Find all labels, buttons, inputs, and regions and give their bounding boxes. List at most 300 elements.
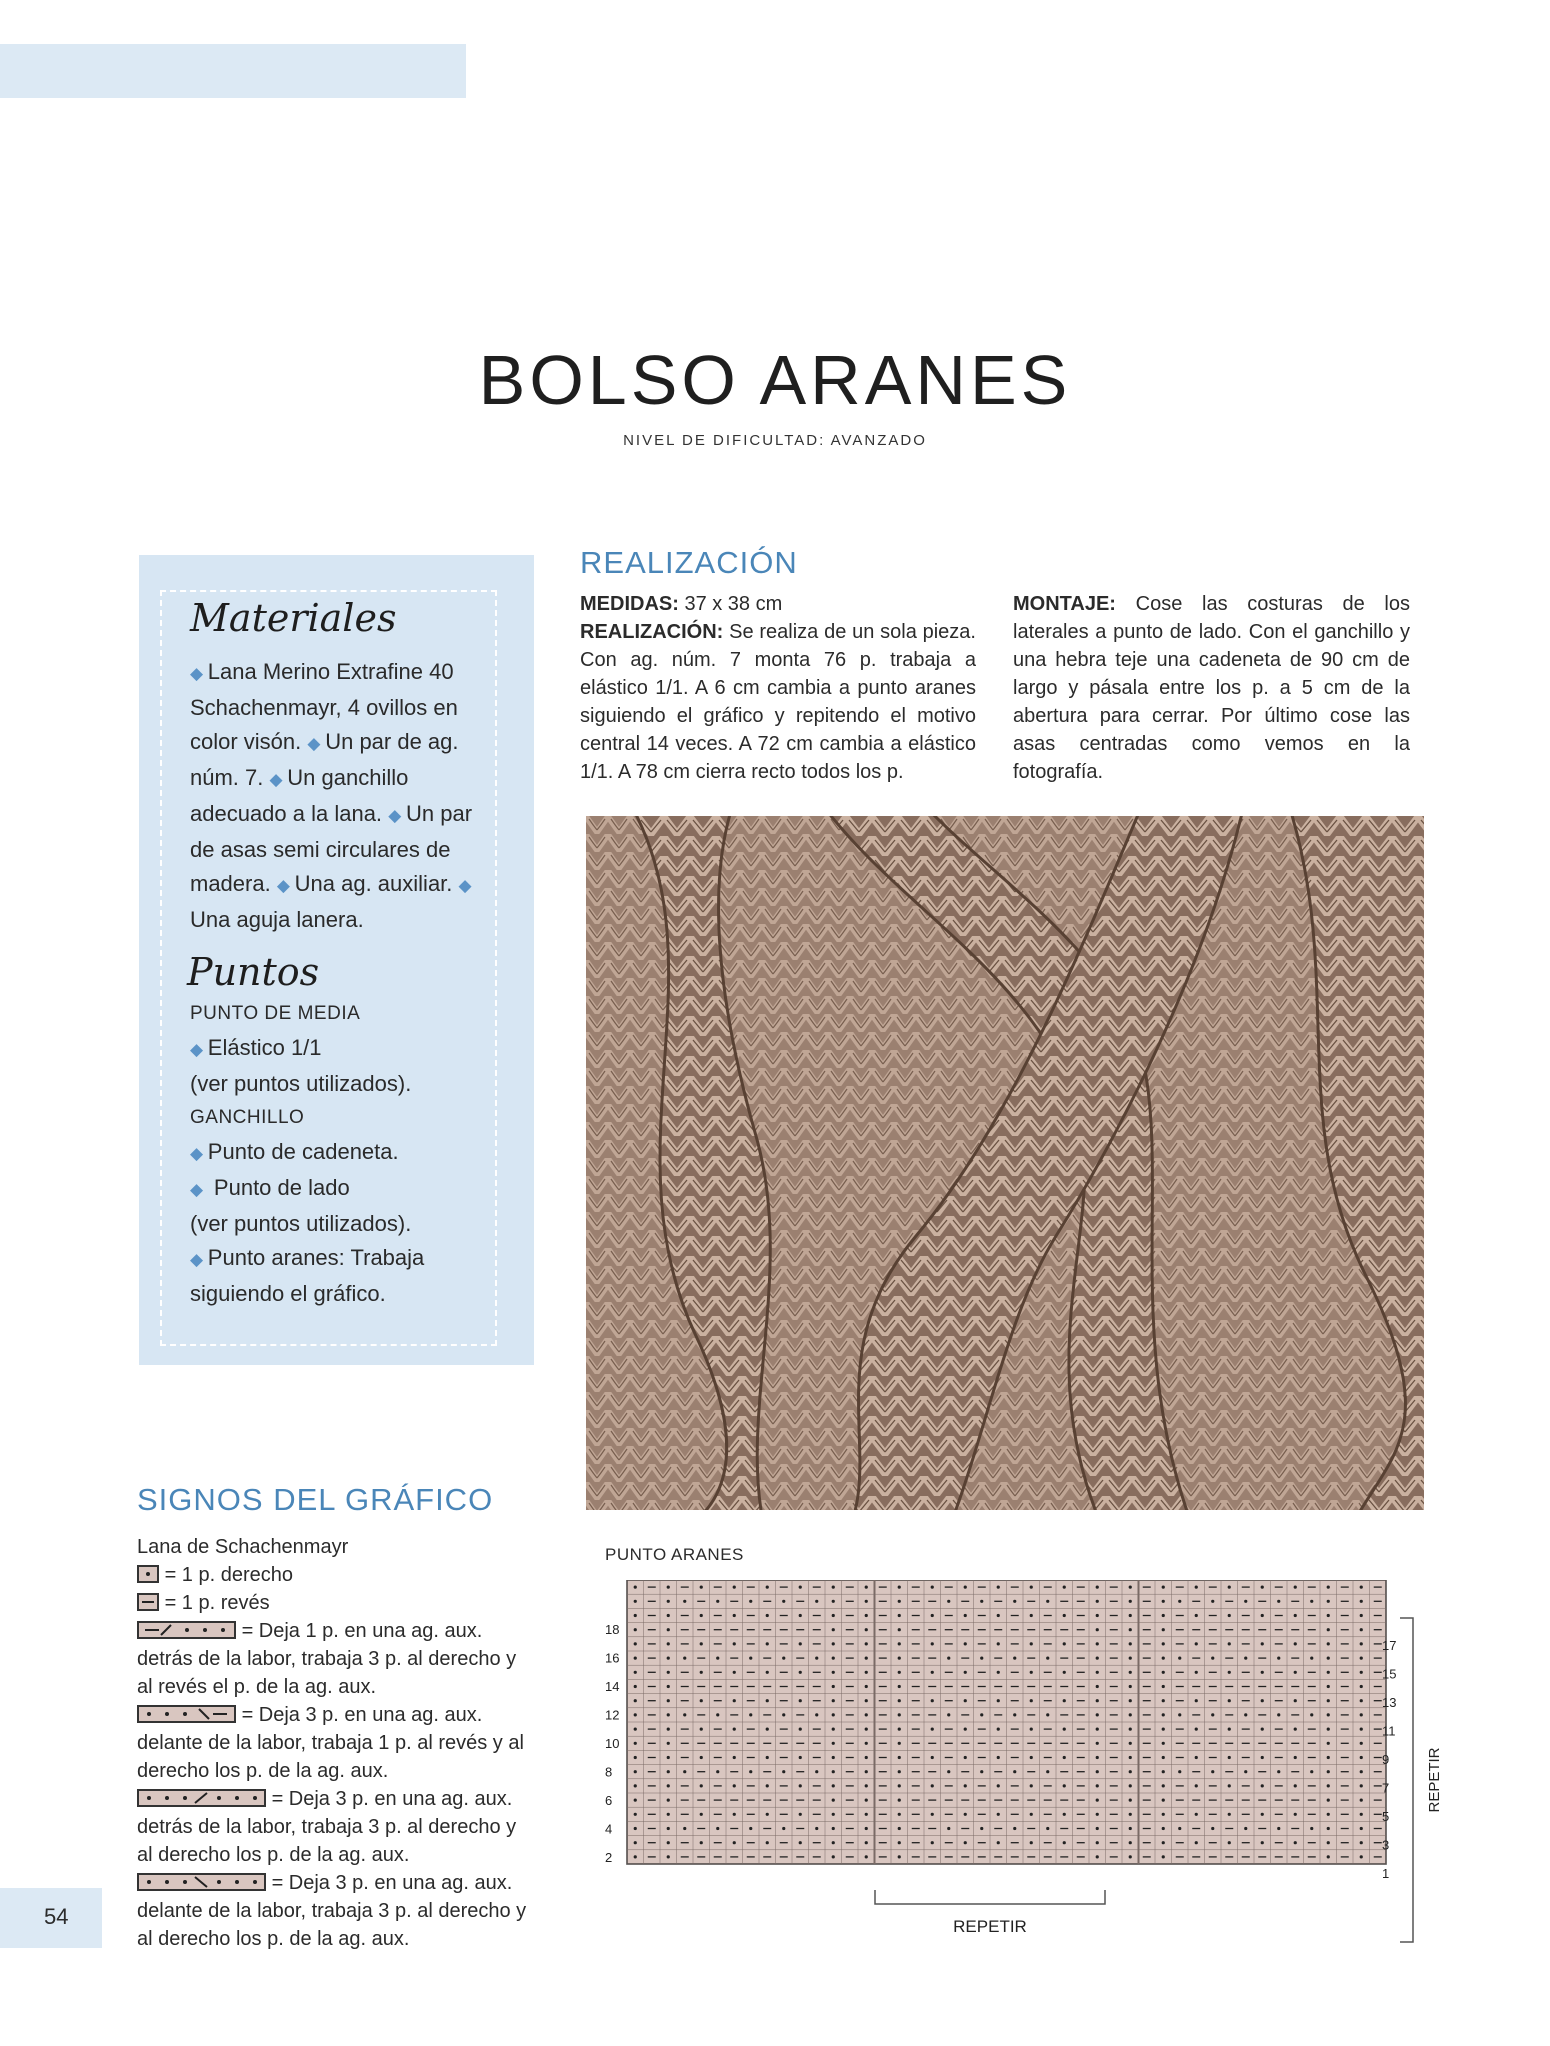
- knit-cell: [865, 1713, 868, 1716]
- knit-cell: [1063, 1728, 1066, 1731]
- knit-cell: [1310, 1657, 1313, 1660]
- knit-cell: [733, 1671, 736, 1674]
- knit-cell: [964, 1841, 967, 1844]
- knit-cell: [700, 1841, 703, 1844]
- knit-cell: [1195, 1756, 1198, 1759]
- knit-cell: [667, 1784, 670, 1787]
- knit-cell: [1228, 1813, 1231, 1816]
- knit-cell: [1294, 1586, 1297, 1589]
- knit-cell: [947, 1657, 950, 1660]
- knit-cell: [964, 1699, 967, 1702]
- knit-cell: [1046, 1600, 1049, 1603]
- knit-cell: [667, 1827, 670, 1830]
- knit-cell: [1327, 1586, 1330, 1589]
- knit-cell: [1030, 1642, 1033, 1645]
- knit-cell: [667, 1614, 670, 1617]
- knit-cell: [832, 1827, 835, 1830]
- knit-cell: [1327, 1855, 1330, 1858]
- knit-cell: [634, 1770, 637, 1773]
- knit-cell: [865, 1586, 868, 1589]
- knit-cell: [1261, 1813, 1264, 1816]
- knit-cell: [865, 1614, 868, 1617]
- knit-cell: [1013, 1827, 1016, 1830]
- knit-cell: [964, 1642, 967, 1645]
- knit-cell: [700, 1728, 703, 1731]
- legend-item: = Deja 1 p. en una ag. aux. detrás de la labor, trabaja 3 p. al derecho y al revés el p. de la ag. aux.: [137, 1620, 517, 1698]
- knit-cell: [898, 1671, 901, 1674]
- knit-cell: [898, 1699, 901, 1702]
- knit-cell: [832, 1642, 835, 1645]
- knit-cell: [1277, 1657, 1280, 1660]
- knit-cell: [1063, 1841, 1066, 1844]
- knit-cell: [1129, 1699, 1132, 1702]
- horizontal-repeat-bracket: [875, 1890, 1105, 1904]
- knit-cell: [634, 1799, 637, 1802]
- knit-cell: [667, 1685, 670, 1688]
- knit-cell: [1046, 1657, 1049, 1660]
- knit-cell: [749, 1657, 752, 1660]
- diamond-bullet-icon: ◆: [190, 1144, 208, 1163]
- list-item: ◆ Punto de cadeneta.: [190, 1139, 399, 1164]
- knit-cell: [799, 1586, 802, 1589]
- knit-cell: [980, 1827, 983, 1830]
- knit-stitch-icon: [137, 1565, 159, 1583]
- list-item: ◆ Lana Merino Extrafine 40 Schachenmayr, 4 ovillos en color visón. ◆ Un par de ag. núm. 7. ◆ Un ganchillo adecuado a la lana. ◆ Un par de asas semi circulares de madera. ◆ Una ag. auxiliar. ◆ Una aguja lanera.: [190, 659, 473, 932]
- row-number: 17: [1382, 1638, 1397, 1653]
- knit-cell: [1162, 1784, 1165, 1787]
- knit-cell: [997, 1813, 1000, 1816]
- row-number: 11: [1382, 1723, 1396, 1739]
- knit-cell: [997, 1784, 1000, 1787]
- knit-cell: [716, 1827, 719, 1830]
- knitting-chart: [605, 1580, 1485, 1965]
- knit-cell: [832, 1657, 835, 1660]
- knit-cell: [832, 1600, 835, 1603]
- knit-cell: [832, 1799, 835, 1802]
- knit-cell: [782, 1827, 785, 1830]
- knit-cell: [898, 1642, 901, 1645]
- knit-cell: [700, 1614, 703, 1617]
- knit-cell: [1294, 1699, 1297, 1702]
- knit-cell: [1162, 1827, 1165, 1830]
- knit-cell: [1360, 1784, 1363, 1787]
- knit-cell: [1261, 1614, 1264, 1617]
- list-item-note: (ver puntos utilizados).: [190, 1071, 412, 1096]
- knit-cell: [1211, 1827, 1214, 1830]
- knit-cell: [1129, 1586, 1132, 1589]
- knit-cell: [766, 1756, 769, 1759]
- knit-cell: [832, 1671, 835, 1674]
- knit-cell: [964, 1728, 967, 1731]
- knit-cell: [898, 1855, 901, 1858]
- page-number-tab: [0, 1888, 102, 1948]
- legend-item: = Deja 3 p. en una ag. aux. delante de la labor, trabaja 3 p. al derecho y al derecho los p. de la ag. aux.: [137, 1872, 527, 1950]
- knit-cell: [782, 1770, 785, 1773]
- knit-cell: [1162, 1770, 1165, 1773]
- knit-cell: [1129, 1784, 1132, 1787]
- knit-cell: [1129, 1813, 1132, 1816]
- knit-cell: [947, 1600, 950, 1603]
- knit-cell: [1294, 1784, 1297, 1787]
- knit-cell: [667, 1671, 670, 1674]
- knit-cell: [1211, 1657, 1214, 1660]
- row-number: 1: [1382, 1866, 1390, 1881]
- knit-cell: [782, 1713, 785, 1716]
- knit-cell: [815, 1827, 818, 1830]
- knit-cell: [1096, 1827, 1099, 1830]
- knit-cell: [1244, 1770, 1247, 1773]
- knit-cell: [1096, 1742, 1099, 1745]
- knit-cell: [667, 1642, 670, 1645]
- knit-cell: [716, 1600, 719, 1603]
- row-number: 2: [605, 1850, 613, 1865]
- knit-cell: [898, 1756, 901, 1759]
- knit-cell: [1063, 1699, 1066, 1702]
- knit-cell: [1096, 1657, 1099, 1660]
- knit-cell: [1360, 1600, 1363, 1603]
- knit-cell: [997, 1671, 1000, 1674]
- knit-cell: [1261, 1642, 1264, 1645]
- knit-cell: [1162, 1614, 1165, 1617]
- knit-cell: [1162, 1813, 1165, 1816]
- knit-cell: [700, 1784, 703, 1787]
- knit-cell: [1294, 1728, 1297, 1731]
- knit-cell: [634, 1813, 637, 1816]
- knit-cell: [1360, 1713, 1363, 1716]
- knit-cell: [1046, 1713, 1049, 1716]
- knit-cell: [865, 1642, 868, 1645]
- row-number: 8: [605, 1764, 613, 1780]
- knit-cell: [898, 1841, 901, 1844]
- knit-cell: [947, 1827, 950, 1830]
- knit-cell: [1360, 1841, 1363, 1844]
- knit-cell: [1195, 1841, 1198, 1844]
- knit-cell: [997, 1699, 1000, 1702]
- knit-cell: [1360, 1614, 1363, 1617]
- knit-cell: [667, 1657, 670, 1660]
- knit-cell: [865, 1784, 868, 1787]
- knit-cell: [1360, 1855, 1363, 1858]
- knit-cell: [1327, 1614, 1330, 1617]
- knit-cell: [733, 1642, 736, 1645]
- knit-cell: [667, 1855, 670, 1858]
- knit-cell: [1129, 1855, 1132, 1858]
- knit-cell: [1046, 1827, 1049, 1830]
- knit-cell: [832, 1685, 835, 1688]
- knit-cell: [700, 1756, 703, 1759]
- vertical-repeat-label: REPETIR: [1426, 1747, 1443, 1813]
- knit-cell: [1096, 1813, 1099, 1816]
- knit-cell: [931, 1841, 934, 1844]
- knit-cell: [1327, 1742, 1330, 1745]
- knit-cell: [931, 1784, 934, 1787]
- knit-cell: [980, 1770, 983, 1773]
- knit-cell: [1228, 1841, 1231, 1844]
- knit-cell: [1310, 1713, 1313, 1716]
- knit-cell: [1030, 1728, 1033, 1731]
- knit-cell: [634, 1827, 637, 1830]
- knit-cell: [667, 1756, 670, 1759]
- knit-cell: [799, 1728, 802, 1731]
- knit-cell: [1327, 1813, 1330, 1816]
- knit-cell: [1195, 1614, 1198, 1617]
- knit-cell: [1096, 1756, 1099, 1759]
- row-number: 3: [1382, 1837, 1390, 1853]
- knit-cell: [997, 1586, 1000, 1589]
- knit-cell: [1360, 1699, 1363, 1702]
- knit-cell: [1195, 1784, 1198, 1787]
- list-item: ◆ Elástico 1/1: [190, 1035, 322, 1060]
- knit-cell: [1211, 1713, 1214, 1716]
- knit-cell: [832, 1614, 835, 1617]
- knit-cell: [1327, 1657, 1330, 1660]
- knit-cell: [931, 1671, 934, 1674]
- row-number: 6: [605, 1793, 613, 1808]
- knit-cell: [634, 1841, 637, 1844]
- realizacion-heading: REALIZACIÓN: [580, 545, 798, 580]
- knit-cell: [1360, 1813, 1363, 1816]
- knit-cell: [865, 1841, 868, 1844]
- knit-cell: [1360, 1742, 1363, 1745]
- knit-cell: [865, 1770, 868, 1773]
- list-item: ◆ Punto de lado: [190, 1175, 350, 1200]
- knit-cell: [931, 1586, 934, 1589]
- knit-cell: [832, 1586, 835, 1589]
- knit-cell: [749, 1600, 752, 1603]
- knit-cell: [865, 1742, 868, 1745]
- knit-cell: [1030, 1841, 1033, 1844]
- knit-cell: [634, 1586, 637, 1589]
- knit-cell: [683, 1600, 686, 1603]
- montaje-text: MONTAJE: Cose las costuras de los laterales a punto de lado. Con el ganchillo y una hebra teje una cadeneta de 90 cm de largo y pásala entre los p. a 5 cm de la abertura para cerrar. Por último cose las asas centradas como vemos en la fotografía.: [1013, 593, 1410, 783]
- knit-cell: [1360, 1586, 1363, 1589]
- knit-cell: [1360, 1756, 1363, 1759]
- diamond-bullet-icon: ◆: [276, 876, 295, 895]
- knit-cell: [1327, 1713, 1330, 1716]
- knit-cell: [1178, 1600, 1181, 1603]
- knit-cell: [898, 1600, 901, 1603]
- legend-item: = 1 p. derecho: [137, 1561, 537, 1589]
- knit-cell: [782, 1600, 785, 1603]
- knit-cell: [1360, 1827, 1363, 1830]
- knit-cell: [1195, 1728, 1198, 1731]
- knit-cell: [766, 1671, 769, 1674]
- knit-cell: [1228, 1614, 1231, 1617]
- diamond-bullet-icon: ◆: [190, 1040, 208, 1059]
- knit-cell: [865, 1799, 868, 1802]
- knit-cell: [1129, 1685, 1132, 1688]
- knit-cell: [766, 1614, 769, 1617]
- knit-cell: [997, 1614, 1000, 1617]
- knit-cell: [716, 1657, 719, 1660]
- knit-cell: [1294, 1642, 1297, 1645]
- legend-item: = Deja 3 p. en una ag. aux. delante de la labor, trabaja 1 p. al revés y al derecho los p. de la ag. aux.: [137, 1704, 524, 1782]
- knit-cell: [1129, 1600, 1132, 1603]
- knit-cell: [1030, 1614, 1033, 1617]
- chart-title: PUNTO ARANES: [605, 1545, 744, 1564]
- vertical-repeat-bracket: [1400, 1618, 1413, 1942]
- knit-cell: [1063, 1586, 1066, 1589]
- knit-cell: [964, 1671, 967, 1674]
- knitted-cable-photo: [586, 816, 1424, 1510]
- knit-cell: [1228, 1671, 1231, 1674]
- knit-cell: [1360, 1657, 1363, 1660]
- knit-cell: [634, 1628, 637, 1631]
- horizontal-repeat-label: REPETIR: [953, 1917, 1027, 1936]
- knit-cell: [1244, 1713, 1247, 1716]
- knit-cell: [1162, 1600, 1165, 1603]
- row-number: 12: [605, 1707, 620, 1723]
- knit-cell: [865, 1628, 868, 1631]
- knit-cell: [766, 1841, 769, 1844]
- legend-item: = Deja 3 p. en una ag. aux. detrás de la labor, trabaja 3 p. al derecho y al derecho los p. de la ag. aux.: [137, 1788, 517, 1866]
- knit-cell: [931, 1699, 934, 1702]
- row-number: 14: [605, 1679, 620, 1694]
- knit-cell: [799, 1813, 802, 1816]
- knit-cell: [947, 1770, 950, 1773]
- knit-cell: [1277, 1600, 1280, 1603]
- knit-cell: [1360, 1770, 1363, 1773]
- knit-cell: [1327, 1827, 1330, 1830]
- knit-cell: [766, 1699, 769, 1702]
- knit-cell: [700, 1642, 703, 1645]
- knit-cell: [832, 1742, 835, 1745]
- knit-cell: [815, 1600, 818, 1603]
- knit-cell: [1162, 1713, 1165, 1716]
- knit-cell: [1195, 1586, 1198, 1589]
- knit-cell: [865, 1685, 868, 1688]
- knit-cell: [1096, 1600, 1099, 1603]
- knit-cell: [1096, 1628, 1099, 1631]
- knit-cell: [1360, 1685, 1363, 1688]
- knit-cell: [997, 1841, 1000, 1844]
- knit-cell: [1261, 1586, 1264, 1589]
- knit-cell: [1129, 1628, 1132, 1631]
- knit-cell: [782, 1657, 785, 1660]
- list-item-note: (ver puntos utilizados).: [190, 1211, 412, 1236]
- knit-cell: [1294, 1841, 1297, 1844]
- knit-cell: [898, 1742, 901, 1745]
- knit-cell: [634, 1713, 637, 1716]
- knit-cell: [1178, 1657, 1181, 1660]
- knit-cell: [634, 1855, 637, 1858]
- knit-cell: [815, 1713, 818, 1716]
- knit-cell: [799, 1841, 802, 1844]
- knit-cell: [1327, 1628, 1330, 1631]
- knit-cell: [1096, 1841, 1099, 1844]
- knit-cell: [1195, 1671, 1198, 1674]
- purl-stitch-icon: [137, 1593, 159, 1611]
- knit-cell: [1096, 1855, 1099, 1858]
- knit-cell: [1129, 1614, 1132, 1617]
- knit-cell: [634, 1600, 637, 1603]
- knit-cell: [1277, 1713, 1280, 1716]
- knit-cell: [766, 1642, 769, 1645]
- knit-cell: [1310, 1827, 1313, 1830]
- knit-cell: [634, 1699, 637, 1702]
- knit-cell: [947, 1713, 950, 1716]
- knit-cell: [898, 1614, 901, 1617]
- page-title: BOLSO ARANES: [478, 341, 1072, 419]
- knit-cell: [1294, 1813, 1297, 1816]
- row-labels-left: [605, 1622, 619, 1865]
- knit-cell: [766, 1813, 769, 1816]
- knit-cell: [1294, 1756, 1297, 1759]
- knit-cell: [898, 1586, 901, 1589]
- top-color-band: [0, 44, 466, 98]
- knit-cell: [634, 1657, 637, 1660]
- knit-cell: [1030, 1671, 1033, 1674]
- knit-cell: [1162, 1586, 1165, 1589]
- knit-cell: [1327, 1600, 1330, 1603]
- knit-cell: [832, 1699, 835, 1702]
- diamond-bullet-icon: ◆: [388, 806, 406, 825]
- knit-cell: [1129, 1756, 1132, 1759]
- row-labels-right: [1382, 1638, 1396, 1881]
- knit-cell: [1294, 1671, 1297, 1674]
- knit-cell: [1096, 1614, 1099, 1617]
- knit-cell: [1096, 1586, 1099, 1589]
- knit-cell: [716, 1713, 719, 1716]
- knit-cell: [1211, 1600, 1214, 1603]
- knit-cell: [865, 1756, 868, 1759]
- knit-cell: [1228, 1756, 1231, 1759]
- knit-cell: [1129, 1657, 1132, 1660]
- knit-cell: [667, 1742, 670, 1745]
- knit-cell: [749, 1713, 752, 1716]
- knit-cell: [1261, 1671, 1264, 1674]
- knit-cell: [1178, 1827, 1181, 1830]
- knit-cell: [898, 1628, 901, 1631]
- knit-cell: [1360, 1728, 1363, 1731]
- knit-cell: [898, 1827, 901, 1830]
- row-number: 16: [605, 1650, 620, 1666]
- knit-cell: [1129, 1713, 1132, 1716]
- knit-cell: [865, 1728, 868, 1731]
- knit-cell: [634, 1671, 637, 1674]
- knit-cell: [683, 1713, 686, 1716]
- knit-cell: [1013, 1713, 1016, 1716]
- knit-cell: [1310, 1600, 1313, 1603]
- diamond-bullet-icon: ◆: [269, 770, 288, 789]
- knit-cell: [634, 1728, 637, 1731]
- knit-cell: [1063, 1813, 1066, 1816]
- knit-cell: [898, 1784, 901, 1787]
- knit-cell: [1162, 1728, 1165, 1731]
- knit-cell: [667, 1628, 670, 1631]
- knit-cell: [1327, 1642, 1330, 1645]
- row-number: 13: [1382, 1695, 1397, 1710]
- knit-cell: [1162, 1756, 1165, 1759]
- knit-cell: [733, 1699, 736, 1702]
- knit-cell: [997, 1642, 1000, 1645]
- knit-cell: [733, 1614, 736, 1617]
- diamond-bullet-icon: ◆: [190, 1180, 208, 1199]
- knit-cell: [1162, 1657, 1165, 1660]
- knit-cell: [1162, 1855, 1165, 1858]
- row-number: 9: [1382, 1752, 1390, 1767]
- knit-cell: [980, 1600, 983, 1603]
- knit-cell: [1129, 1827, 1132, 1830]
- knit-cell: [1096, 1685, 1099, 1688]
- knit-cell: [1046, 1770, 1049, 1773]
- knit-cell: [1178, 1770, 1181, 1773]
- knit-cell: [898, 1813, 901, 1816]
- knit-cell: [1096, 1770, 1099, 1773]
- knit-cell: [749, 1770, 752, 1773]
- knit-cell: [931, 1614, 934, 1617]
- knit-cell: [667, 1728, 670, 1731]
